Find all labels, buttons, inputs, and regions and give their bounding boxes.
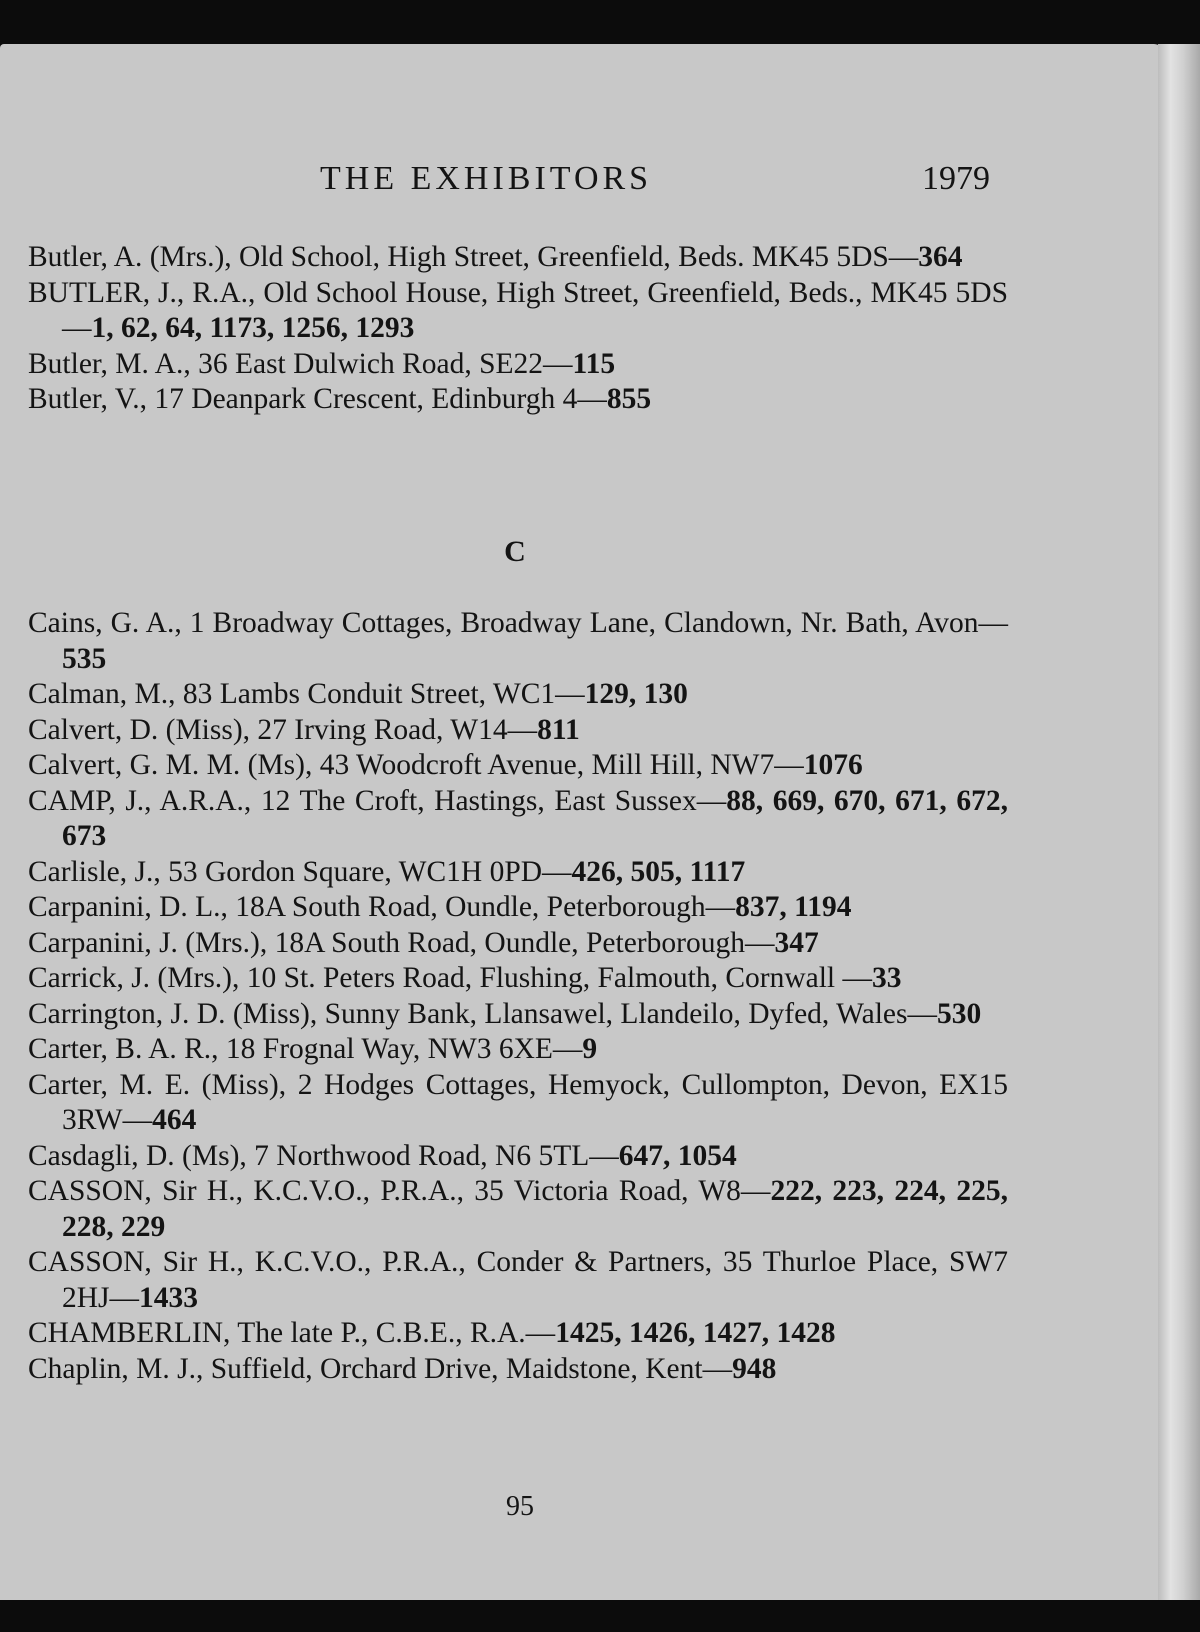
exhibitor-entry	[28, 240, 1008, 276]
exhibitor-entry	[28, 276, 1008, 347]
exhibitor-entry	[28, 1352, 1008, 1388]
entry-catalogue-numbers: 464	[152, 1104, 197, 1136]
entry-text: Calvert, G. M. M. (Ms), 43 Woodcroft Avenue, Mill Hill, NW7—	[28, 749, 804, 781]
entry-catalogue-numbers: 1433	[139, 1281, 199, 1314]
entry-text: Chaplin, M. J., Suffield, Orchard Drive, Maidstone, Kent—	[28, 1352, 733, 1385]
entry-text: Carter, B. A. R., 18 Frognal Way, NW3 6XE—	[28, 1033, 583, 1065]
entry-text: Carpanini, D. L., 18A South Road, Oundle, Peterborough—	[28, 891, 736, 923]
entry-catalogue-numbers: 530	[936, 997, 982, 1030]
exhibitor-entry	[28, 961, 1008, 997]
entry-catalogue-numbers: 837, 1194	[735, 891, 852, 923]
exhibitor-entry	[28, 677, 1008, 713]
entry-catalogue-numbers: 535	[62, 642, 107, 675]
entry-catalogue-numbers: 364	[918, 241, 963, 273]
exhibitor-entry	[28, 784, 1008, 855]
entry-text: CAMP, J., A.R.A., 12 The Croft, Hastings, East Sussex—	[28, 784, 727, 817]
exhibitor-entry	[28, 1068, 1008, 1139]
exhibitor-entry	[28, 997, 1008, 1033]
entries-b-list	[28, 240, 1008, 418]
exhibitor-entry	[28, 713, 1008, 749]
exhibitor-entry	[28, 606, 1008, 677]
entry-catalogue-numbers: 9	[582, 1033, 598, 1065]
running-head-title: THE EXHIBITORS	[320, 160, 653, 197]
entry-catalogue-numbers: 811	[537, 713, 580, 746]
exhibitor-entry	[28, 855, 1008, 891]
entry-text: Butler, V., 17 Deanpark Crescent, Edinburgh 4—	[28, 383, 607, 415]
exhibitor-entry	[28, 926, 1008, 962]
exhibitor-entry	[28, 890, 1008, 926]
entry-catalogue-numbers: 1, 62, 64, 1173, 1256, 1293	[91, 312, 415, 344]
entry-text: Cains, G. A., 1 Broadway Cottages, Broadway Lane, Clandown, Nr. Bath, Avon—	[28, 607, 1008, 639]
entry-text: Butler, M. A., 36 East Dulwich Road, SE22—	[28, 347, 573, 380]
entry-catalogue-numbers: 1076	[803, 749, 863, 781]
entry-text: Butler, A. (Mrs.), Old School, High Street, Greenfield, Beds. MK45 5DS—	[28, 241, 919, 273]
entry-text: Carter, M. E. (Miss), 2 Hodges Cottages, Hemyock, Cullompton, Devon, EX15 3RW—	[28, 1068, 1008, 1136]
entry-catalogue-numbers: 222, 223, 224, 225, 228, 229	[62, 1175, 1009, 1243]
entry-text: Carrington, J. D. (Miss), Sunny Bank, Llansawel, Llandeilo, Dyfed, Wales—	[28, 997, 937, 1030]
exhibitor-entry	[28, 1245, 1008, 1316]
section-letter-heading: C	[504, 535, 526, 568]
entry-text: Calvert, D. (Miss), 27 Irving Road, W14—	[28, 713, 538, 746]
page-edge	[1158, 44, 1200, 1600]
entry-catalogue-numbers: 33	[872, 962, 902, 994]
exhibitor-entry	[28, 1032, 1008, 1068]
entry-text: Carlisle, J., 53 Gordon Square, WC1H 0PD—	[28, 855, 572, 888]
entry-text: Carpanini, J. (Mrs.), 18A South Road, Oundle, Peterborough—	[28, 926, 775, 959]
entry-catalogue-numbers: 948	[732, 1352, 777, 1385]
entries-c-list	[28, 606, 1008, 1387]
entry-catalogue-numbers: 647, 1054	[618, 1139, 737, 1172]
entry-text: CASSON, Sir H., K.C.V.O., P.R.A., 35 Victoria Road, W8—	[28, 1175, 771, 1207]
running-head	[0, 160, 1164, 210]
entry-catalogue-numbers: 129, 130	[584, 678, 688, 710]
exhibitor-entry	[28, 382, 1008, 418]
entry-catalogue-numbers: 88, 669, 670, 671, 672, 673	[62, 784, 1008, 852]
entry-text: Carrick, J. (Mrs.), 10 St. Peters Road, Flushing, Falmouth, Cornwall —	[28, 962, 872, 994]
entry-text: CASSON, Sir H., K.C.V.O., P.R.A., Conder & Partners, 35 Thurloe Place, SW7 2HJ—	[28, 1246, 1008, 1314]
entry-text: CHAMBERLIN, The late P., C.B.E., R.A.—	[28, 1317, 556, 1349]
exhibitor-entry	[28, 1174, 1008, 1245]
entry-catalogue-numbers: 1425, 1426, 1427, 1428	[555, 1317, 836, 1349]
exhibitor-entry	[28, 1316, 1008, 1352]
exhibitor-entry	[28, 1139, 1008, 1175]
entry-catalogue-numbers: 426, 505, 1117	[571, 855, 746, 888]
page-number: 95	[506, 1491, 534, 1522]
entry-text: Calman, M., 83 Lambs Conduit Street, WC1—	[28, 678, 585, 710]
entry-catalogue-numbers: 115	[572, 347, 616, 380]
entry-catalogue-numbers: 347	[774, 926, 819, 959]
entry-text: BUTLER, J., R.A., Old School House, High Street, Greenfield, Beds., MK45 5DS—	[28, 276, 1008, 344]
exhibitor-entry	[28, 347, 1008, 383]
entry-text: Casdagli, D. (Ms), 7 Northwood Road, N6 5TL—	[28, 1139, 619, 1172]
exhibitor-entry	[28, 748, 1008, 784]
entry-catalogue-numbers: 855	[606, 383, 652, 415]
running-head-year: 1979	[922, 160, 990, 197]
